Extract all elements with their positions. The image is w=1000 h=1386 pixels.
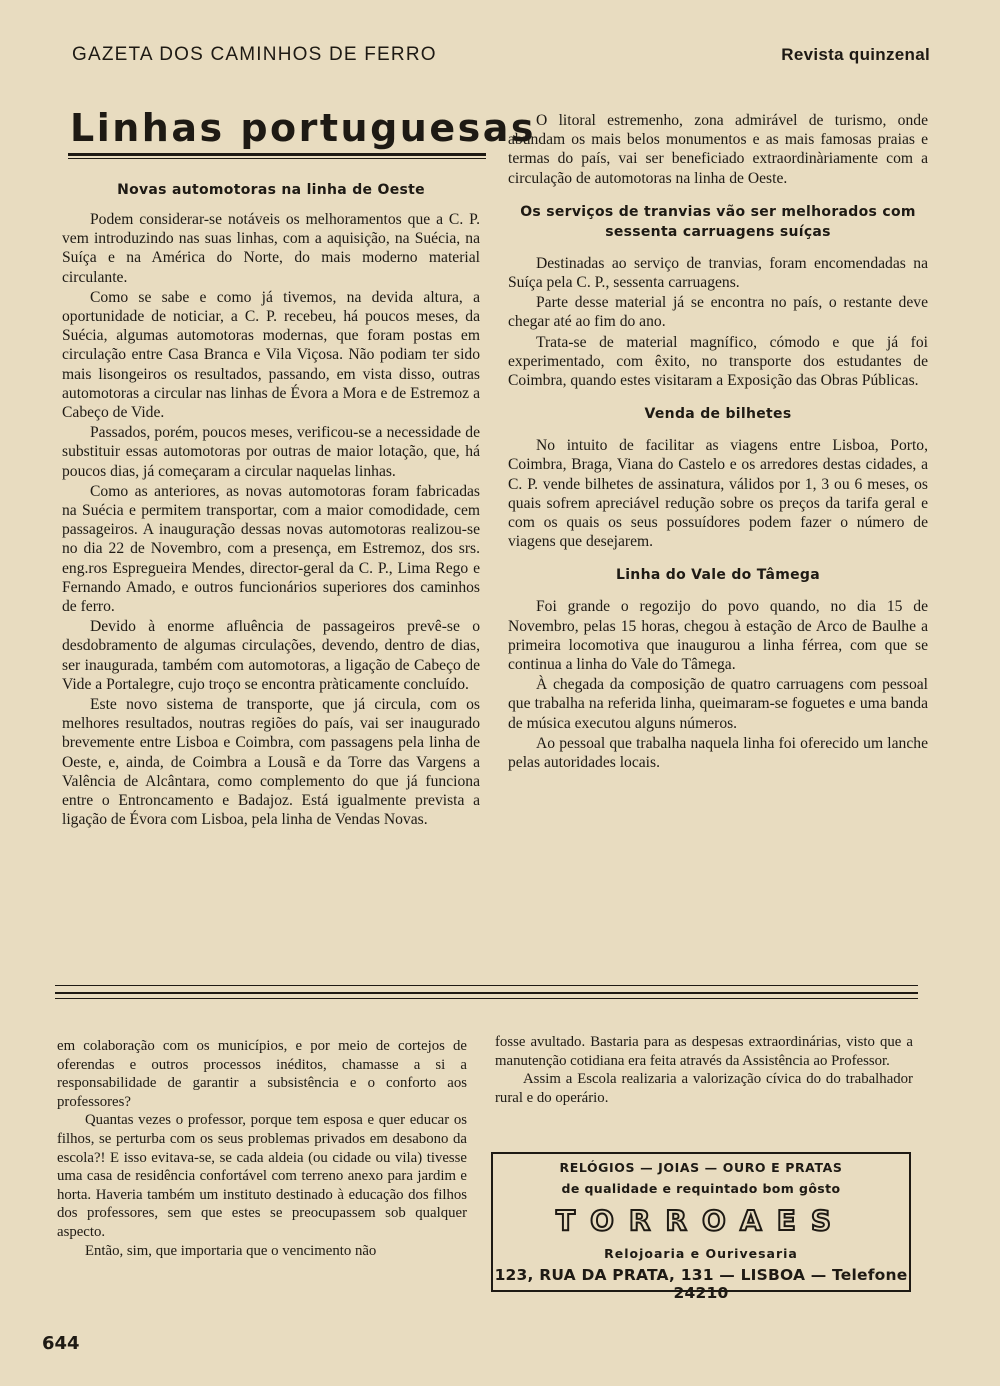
paragraph: Parte desse material já se encontra no país, o restante deve chegar até ao fim do ano. xyxy=(508,294,928,331)
ad-products: RELÓGIOS — JOIAS — OURO E PRATAS xyxy=(559,1160,843,1175)
paragraph: Como se sabe e como já tivemos, na devida altura, a oportunidade de noticiar, a C. P. recebeu, há poucos meses, da Suécia, algumas automotoras modernas, que foram postas em circulação entre Casa Branca e Vila Viçosa. Não podiam ter sido mais lisongeiros os resultados, passando, em vista disso, outras automotoras a circular nas linhas de Évora a Mora e de Estremoz a Cabeço de Vide. xyxy=(62,288,480,422)
paragraph: em colaboração com os municípios, e por meio de cortejos de oferendas e outros processos inéditos, chamasse a si a responsabilidade de garantir a subsistência e o conforto aos professores? xyxy=(57,1038,467,1110)
paragraph: Assim a Escola realizaria a valorização cívica do do trabalhador rural e do operário. xyxy=(495,1071,913,1106)
paragraph: Então, sim, que importaria que o vencimento não xyxy=(85,1242,377,1259)
publication-frequency: Revista quinzenal xyxy=(781,45,930,64)
paragraph: Foi grande o regozijo do povo quando, no dia 15 de Novembro, pelas 15 horas, chegou à estação de Arco de Baulhe a primeira locomotiva que inaugurou a linha férrea, com que se continua a linha do Vale do Tâmega. xyxy=(508,598,928,674)
paragraph: Passados, porém, poucos meses, verificou-se a necessidade de substituir essas automotoras por outras de maior lotação, que, há poucos dias, já começaram a circular naquelas linhas. xyxy=(62,424,480,480)
paragraph: Como as anteriores, as novas automotoras foram fabricadas na Suécia e permitem transportar, com a maior comodidade, cem passageiros. A inauguração dessas novas automotoras realizou-se no dia 22 de Novembro, com a presença, em Estremoz, dos srs. eng.ros Espregueira Mendes, director-geral da C. P., Lima Rego e Fernando Amado, e outros funcionários superiores dos caminhos de ferro. xyxy=(62,482,480,616)
paragraph: Quantas vezes o professor, porque tem esposa e quer educar os filhos, se perturba com os seus problemas privados em desabono da escola?! E isso evitava-se, se cada aldeia (ou cidade ou vila) tivesse uma casa de residência confortável com terreno anexo para jardim e horta. Haveria também um instituto destinado à educação dos filhos dos professores, sem que estes se preocupassem sob qualquer aspecto. xyxy=(57,1112,467,1240)
ad-business-type: Relojoaria e Ourivesaria xyxy=(604,1246,798,1261)
publication-name: GAZETA DOS CAMINHOS DE FERRO xyxy=(72,44,437,65)
article-heading: Venda de bilhetes xyxy=(644,406,792,423)
paragraph: Destinadas ao serviço de tranvias, foram encomendadas na Suíça pela C. P., sessenta carruagens. xyxy=(508,254,928,292)
column-left-bottom xyxy=(57,1037,467,1260)
paragraph: O litoral estremenho, zona admirável de turismo, onde abundam os mais belos monumentos e as mais famosas praias e termas do país, vai ser beneficiado extraordinàriamente com a circulação de automotoras na linha de Oeste. xyxy=(508,112,928,187)
article-heading: Linha do Vale do Tâmega xyxy=(615,567,820,584)
column-right-bottom xyxy=(495,1033,913,1107)
paragraph: No intuito de facilitar as viagens entre Lisboa, Porto, Coimbra, Braga, Viana do Castelo e os arredores destas cidades, a C. P. vende bilhetes de assinatura, válidos por 1, 3 ou 6 meses, os quais sofrem apreciável redução sobre os preços da tarifa geral e com os quais os seus possuídores podem fazer o número de viagens que desejarem. xyxy=(508,437,928,551)
paragraph: Este novo sistema de transporte, que já circula, com os melhores resultados, noutras regiões do país, vai ser inaugurado brevemente entre Lisboa e Coimbra, com passagens pela linha de Oeste, e, ainda, de Coimbra a Lousã e da Torre das Vargens a Valência de Alcântara, como complemento do que já funciona entre o Entroncamento e Badajoz. Está igualmente prevista a ligação de Évora com Lisboa, pela linha de Vendas Novas. xyxy=(62,696,480,829)
divider-rule xyxy=(55,998,918,999)
article-heading: Os serviços de tranvias vão ser melhorados com sessenta carruagens suíças xyxy=(520,203,916,240)
ad-address: 123, RUA DA PRATA, 131 — LISBOA — Telefone 24210 xyxy=(494,1266,908,1302)
advertisement-box xyxy=(491,1152,911,1302)
divider-rule xyxy=(55,992,918,994)
ad-brand-name: TORROAES xyxy=(555,1204,847,1237)
column-left-top xyxy=(62,180,480,831)
page-number: 644 xyxy=(42,1333,80,1354)
paragraph: Podem considerar-se notáveis os melhoramentos que a C. P. vem introduzindo nas suas linhas, com a aquisição, na Suécia, na Suíça e na América do Norte, do mais moderno material circulante. xyxy=(62,211,480,286)
paragraph: Devido à enorme afluência de passageiros prevê-se o desdobramento de algumas circulações, devendo, dentro de dias, ser inaugurada, também com automotoras, a ligação de Cabeço de Vide a Portalegre, cujo troço se encontra pràticamente concluído. xyxy=(62,618,480,693)
article-heading: Novas automotoras na linha de Oeste xyxy=(117,182,425,198)
paragraph: À chegada da composição de quatro carruagens com pessoal que trabalha na referida linha, queimaram-se foguetes e uma banda de música executou alguns números. xyxy=(508,676,928,732)
column-right-top xyxy=(508,111,928,773)
paragraph: Ao pessoal que trabalha naquela linha foi oferecido um lanche pelas autoridades locais. xyxy=(508,734,928,772)
paragraph: fosse avultado. Bastaria para as despesas extraordinárias, visto que a manutenção cotidiana era feita através da Assistência ao Professor. xyxy=(495,1034,913,1069)
ad-tagline: de qualidade e requintado bom gôsto xyxy=(561,1181,841,1196)
divider-rule xyxy=(55,985,918,986)
running-head xyxy=(72,44,930,66)
paragraph: Trata-se de material magnífico, cómodo e que já foi experimentado, com êxito, no transporte dos estudantes de Coimbra, quando estes visitaram a Exposição das Obras Públicas. xyxy=(508,333,928,390)
section-title: Linhas portuguesas xyxy=(70,106,537,150)
title-rule-thin xyxy=(68,158,486,159)
title-rule xyxy=(68,153,486,156)
